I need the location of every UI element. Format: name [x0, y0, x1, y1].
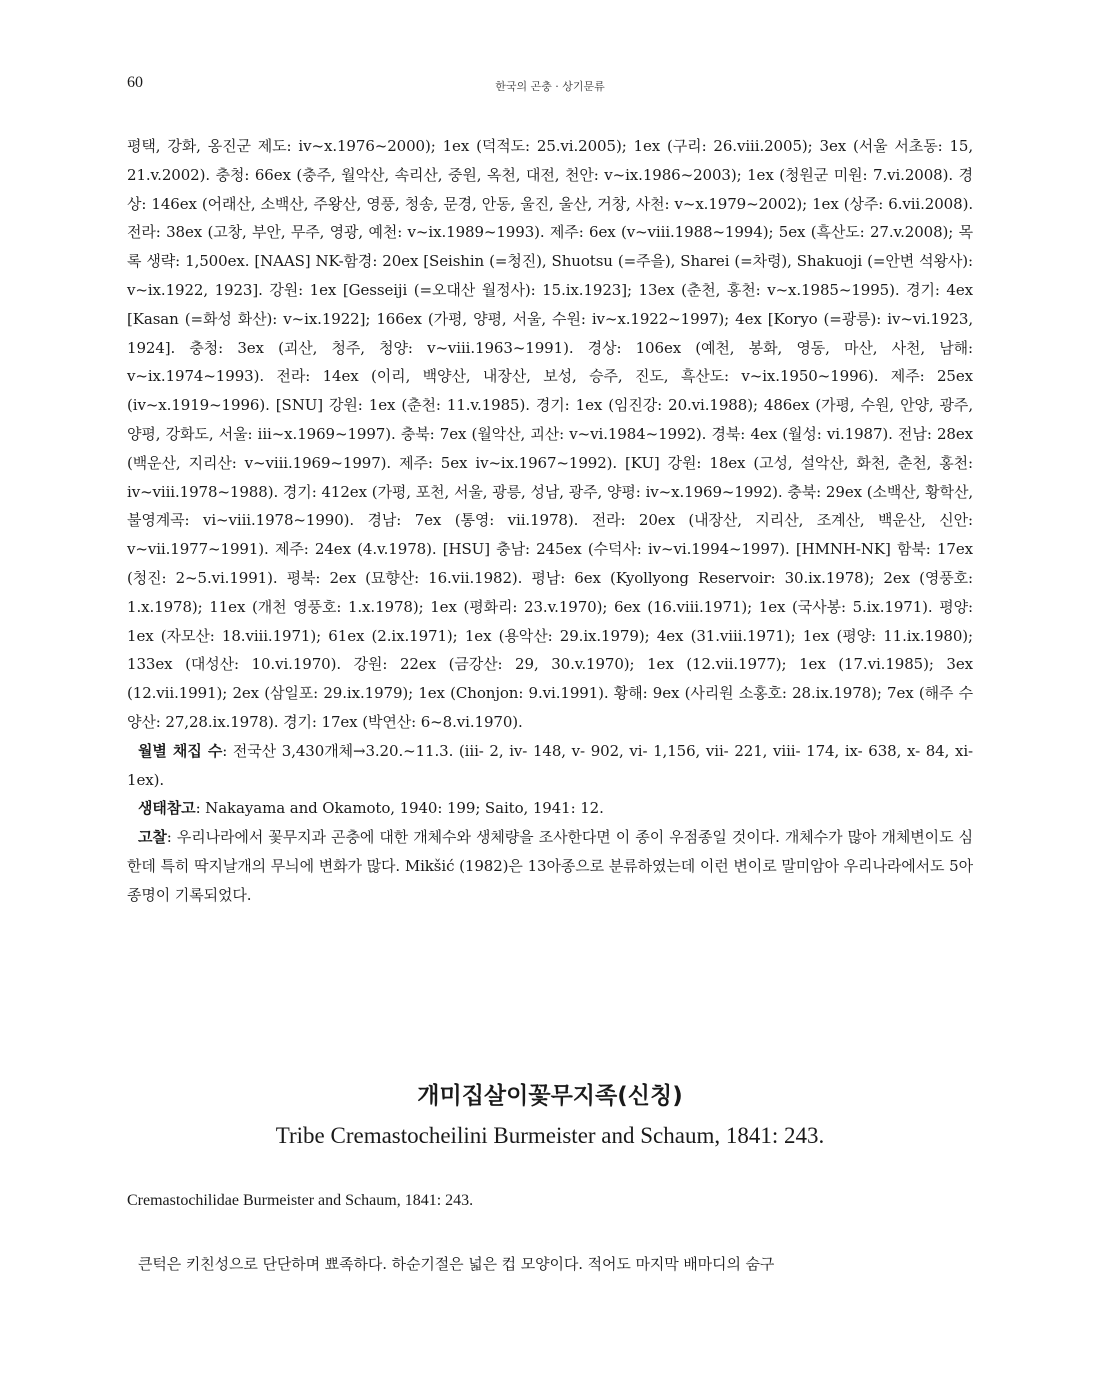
remarks-label: 고찰: [138, 828, 167, 847]
ecology-reference-paragraph: [127, 794, 973, 823]
page-header: [127, 70, 973, 100]
running-title: 한국의 곤충 · 상기문류: [495, 80, 605, 93]
specimen-records-block: [127, 132, 973, 910]
specimen-records-paragraph: 평택, 강화, 옹진군 제도: iv~x.1976~2000); 1ex (덕적도: 25.vi.2005); 1ex (구리: 26.viii.2005); 3ex (서울 서초동: 15, 21.v.2002). 충청: 66ex (충주, 월악산, 속리산, 중원, 옥천, 대전, 천안: v~ix.1986~2003); 1ex (청원군 미원: 7.vi.2008). 경상: 146ex (어래산, 소백산, 주왕산, 영풍, 청송, 문경, 안동, 울진, 울산, 거창, 사천: v~x.1979~2002); 1ex (상주: 6.vii.2008). 전라: 38ex (고창, 부안, 무주, 영광, 예천: v~ix.1989~1993). 제주: 6ex (v~viii.1988~1994); 5ex (흑산도: 27.v.2008); 목록 생략: 1,500ex. [NAAS] NK-함경: 20ex [Seishin (=청진), Shuotsu (=주을), Sharei (=차령), Shakuoji (=안변 석왕사): v~ix.1922, 1923]. 강원: 1ex [Gesseiji (=오대산 월정사): 15.ix.1923]; 13ex (춘천, 홍천: v~x.1985~1995). 경기: 4ex [Kasan (=화성 화산): v~ix.1922]; 166ex (가평, 양평, 서울, 수원: iv~x.1922~1997); 4ex [Koryo (=광릉): iv~vi.1923, 1924]. 충청: 3ex (괴산, 청주, 청양: v~viii.1963~1991). 경상: 106ex (예천, 봉화, 영동, 마산, 사천, 남해: v~ix.1974~1993). 전라: 14ex (이리, 백양산, 내장산, 보성, 승주, 진도, 흑산도: v~ix.1950~1996). 제주: 25ex (iv~x.1919~1996). [SNU] 강원: 1ex (춘천: 11.v.1985). 경기: 1ex (임진강: 20.vi.1988); 486ex (가평, 수원, 안양, 광주, 양평, 강화도, 서울: iii~x.1969~1997). 충북: 7ex (월악산, 괴산: v~vi.1984~1992). 경북: 4ex (월성: vi.1987). 전남: 28ex (백운산, 지리산: v~viii.1969~1997). 제주: 5ex iv~ix.1967~1992). [KU] 강원: 18ex (고성, 설악산, 화천, 춘천, 홍천: iv~viii.1978~1988). 경기: 412ex (가평, 포천, 서울, 광릉, 성남, 광주, 양평: iv~x.1969~1992). 충북: 29ex (소백산, 황학산, 불영계곡: vi~viii.1978~1990). 경남: 7ex (통영: vii.1978). 전라: 20ex (내장산, 지리산, 조계산, 백운산, 신안: v~vii.1977~1991). 제주: 24ex (4.v.1978). [HSU] 충남: 245ex (수덕사: iv~vi.1994~1997). [HMNH-NK] 함북: 17ex (청진: 2~5.vi.1991). 평북: 2ex (묘향산: 16.vii.1982). 평남: 6ex (Kyollyong Reservoir: 30.ix.1978); 2ex (영풍호: 1.x.1978); 11ex (개천 영풍호: 1.x.1978); 1ex (평화리: 23.v.1970); 6ex (16.viii.1971); 1ex (국사봉: 5.ix.1971). 평양: 1ex (자모산: 18.viii.1971); 61ex (2.ix.1971); 1ex (용악산: 29.ix.1979); 4ex (31.viii.1971); 1ex (평양: 11.ix.1980); 133ex (대성산: 10.vi.1970). 강원: 22ex (금강산: 29, 30.v.1970); 1ex (12.vii.1977); 1ex (17.vi.1985); 3ex (12.vii.1991); 2ex (삼일포: 29.ix.1979); 1ex (Chonjon: 9.vi.1991). 황해: 9ex (사리원 소홍호: 28.ix.1978); 7ex (해주 수양산: 27,28.ix.1978). 경기: 17ex (박연산: 6~8.vi.1970).: [127, 137, 973, 731]
synonym-line: Cremastochilidae Burmeister and Schaum, 1841: 243.: [127, 1192, 474, 1209]
page-number: 60: [127, 74, 143, 91]
tribe-heading: [127, 1078, 973, 1154]
remarks-text: : 우리나라에서 꽃무지과 곤충에 대한 개체수와 생체량을 조사한다면 이 종이 우점종일 것이다. 개체수가 많아 개체변이도 심한데 특히 딱지날개의 무늬에 변화가 많다. Mikšić (1982)은 13아종으로 분류하였는데 이런 변이로 말미암아 우리나라에서도 5아종명이 기록되었다.: [127, 828, 973, 904]
monthly-collection-paragraph: [127, 737, 973, 795]
ecology-reference-label: 생태참고: [138, 799, 196, 818]
tribe-description: 큰턱은 키친성으로 단단하며 뾰족하다. 하순기절은 넓은 컵 모양이다. 적어도 마지막 배마디의 숨구: [138, 1255, 775, 1273]
ecology-reference-text: : Nakayama and Okamoto, 1940: 199; Saito, 1941: 12.: [195, 799, 604, 818]
monthly-collection-label: 월별 채집 수: [138, 741, 223, 760]
tribe-title-english: Tribe Cremastocheilini Burmeister and Schaum, 1841: 243.: [275, 1123, 825, 1148]
tribe-title-korean: 개미집살이꽃무지족(신칭): [417, 1083, 683, 1109]
remarks-paragraph: [127, 823, 973, 909]
monthly-collection-text: : 전국산 3,430개체→3.20.~11.3. (iii- 2, iv- 148, v- 902, vi- 1,156, vii- 221, viii- 174, ix- 638, x- 84, xi- 1ex).: [127, 741, 973, 789]
